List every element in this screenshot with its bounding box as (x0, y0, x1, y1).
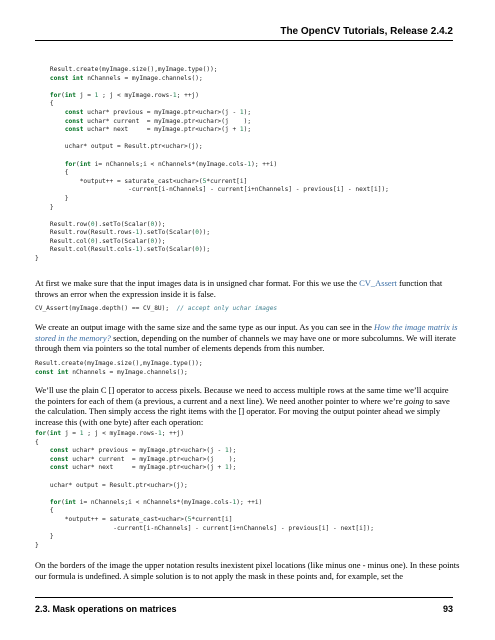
code-block-create: Result.create(myImage.size(),myImage.type()); const int nChannels = myImage.channels(); (35, 360, 203, 376)
paragraph-output-image (35, 322, 460, 354)
page-number: 93 (442, 604, 453, 614)
footer-rule (35, 597, 453, 598)
paragraph-assert (35, 278, 460, 299)
paragraph-borders: On the borders of the image the upper notation results inexistent pixel locations (like minus one - minus one). In these points our formula is undefined. A simple solution is to not apply the mask in these points and, for example, set the (35, 560, 460, 581)
code-block-assert: CV_Assert(myImage.depth() == CV_8U); // accept only uchar images (35, 305, 278, 312)
paragraph-text: function that throws an error when the expression inside it is false. (35, 278, 443, 299)
paragraph-text: At first we make sure that the input images data is in unsigned char format. For this we use the (35, 278, 360, 288)
paragraph-text: We create an output image with the same size and the same type as our input. As you can see in the (35, 322, 374, 332)
image-storage-link[interactable]: How the image matrix is stored in the memory? (35, 322, 458, 343)
footer-section-title: 2.3. Mask operations on matrices (35, 604, 177, 614)
code-block-loop: for(int j = 1 ; j < myImage.rows-1; ++j) { const uchar* previous = myImage.ptr<uchar>(j - 1); const uchar* current = myImage.ptr<uchar>(j ); const uchar* next = myImage.ptr<uchar>(j + 1); uchar* output = Result.ptr<uchar>(j); for(int i= nChannels;i < nChannels*(myImage.cols-1); ++i) { *output++ = saturate_cast<uchar>(5*current[i] -current[i-nChannels] - current[i+nChannels] - previous[i] - next[i]); } } (35, 430, 374, 549)
emphasis-text: going (404, 395, 424, 406)
header-rule (35, 40, 453, 41)
paragraph-text: section, depending on the number of channels we may have one or more subcolumns. We will iterate through them via pointers so the total number of elements depends from this number. (35, 332, 456, 354)
cv-assert-link[interactable]: CV_Assert (359, 278, 397, 288)
paragraph-pointers (35, 385, 460, 427)
paragraph-text: We’ll use the plain C [] operator to access pixels. Because we need to access multiple rows at the same time we’ll acquire the pointers for each of them (a previous, a current and a next line). We need another pointer to where we’re (35, 385, 449, 406)
paragraph-text: to save the calculation. Then simply access the right items with the [] operator. For moving the output pointer ahead we simply increase this (with one byte) after each operation: (35, 395, 450, 427)
code-block-full-function: Result.create(myImage.size(),myImage.type()); const int nChannels = myImage.channels(); for(int j = 1 ; j < myImage.rows-1; ++j) { const uchar* previous = myImage.ptr<uchar>(j - 1); const uchar* current = myImage.ptr<uchar>(j ); const uchar* next = myImage.ptr<uchar>(j + 1); uchar* output = Result.ptr<uchar>(j); for(int i= nChannels;i < nChannels*(myImage.cols-1); ++i) { *output++ = saturate_cast<uchar>(5*current[i] -current[i-nChannels] - current[i+nChannels] - previous[i] - next[i]); } } Result.row(0).setTo(Scalar(0)); Result.row(Result.rows-1).setTo(Scalar(0)); Result.col(0).setTo(Scalar(0)); Result.col(Result.cols-1).setTo(Scalar(0)); } (35, 66, 389, 263)
running-header: The OpenCV Tutorials, Release 2.4.2 (280, 26, 453, 37)
